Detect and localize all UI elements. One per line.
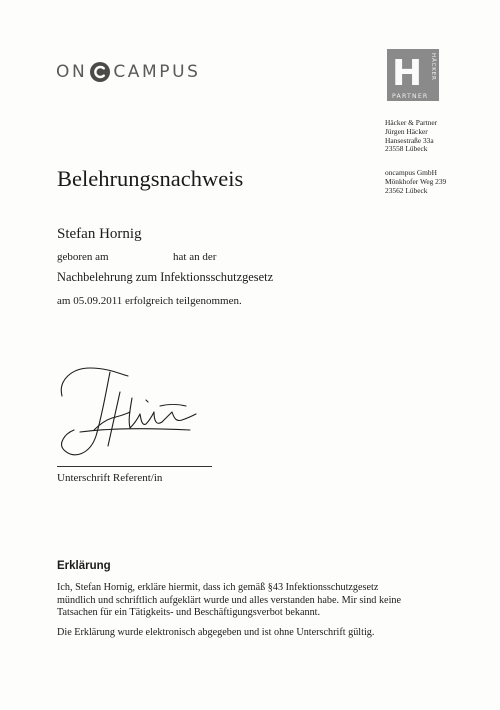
course-title: Nachbelehrung zum Infektionsschutzgesetz (57, 270, 274, 284)
handwritten-signature (50, 358, 200, 464)
declaration-line: Tatsachen für ein Tätigkeits- und Beschäftigungsverbot bekannt. (57, 607, 321, 618)
partner-logo-letter: H (392, 53, 423, 94)
participant-name: Stefan Hornig (57, 226, 142, 242)
partner-logo-bottom: PARTNER (392, 93, 429, 100)
partner-logo-vertical: HÄCKER (430, 53, 436, 81)
born-label: geboren am (57, 251, 109, 263)
logo-text-left: ON (56, 62, 88, 82)
haecker-partner-logo (387, 49, 439, 101)
address-oncampus (385, 169, 446, 195)
address-line: 23562 Lübeck (385, 185, 428, 195)
declaration-paragraph (57, 582, 487, 620)
oncampus-c-icon (89, 61, 111, 83)
address-line: Jürgen Häcker (385, 126, 428, 136)
address-line: Mönkhofer Weg 239 (385, 176, 447, 186)
address-line: Häcker & Partner (385, 118, 438, 127)
declaration-note (57, 627, 487, 640)
address-haecker (385, 119, 437, 154)
address-line: 23558 Lübeck (385, 144, 428, 154)
address-line: Hansestraße 33a (385, 135, 434, 145)
completion-date-line: am 05.09.2011 erfolgreich teilgenommen. (57, 295, 242, 307)
document-title: Belehrungsnachweis (57, 166, 244, 191)
declaration-line: mündlich und schriftlich aufgeklärt wurde und alles verstanden habe. Mir sind keine (57, 594, 402, 606)
signature-label: Unterschrift Referent/in (57, 472, 163, 484)
declaration-line: Ich, Stefan Hornig, erkläre hiermit, dass ich gemäß §43 Infektionsschutzgesetz (57, 582, 379, 593)
declaration-heading: Erklärung (57, 560, 111, 572)
declaration-note-line: Die Erklärung wurde elektronisch abgegeben und ist ohne Unterschrift gültig. (57, 627, 375, 638)
signature-line (57, 466, 212, 467)
address-line: oncampus GmbH (385, 168, 437, 177)
logo-text-right: CAMPUS (113, 62, 201, 82)
born-rest-text: hat an der (173, 251, 217, 263)
oncampus-logo (56, 61, 201, 83)
